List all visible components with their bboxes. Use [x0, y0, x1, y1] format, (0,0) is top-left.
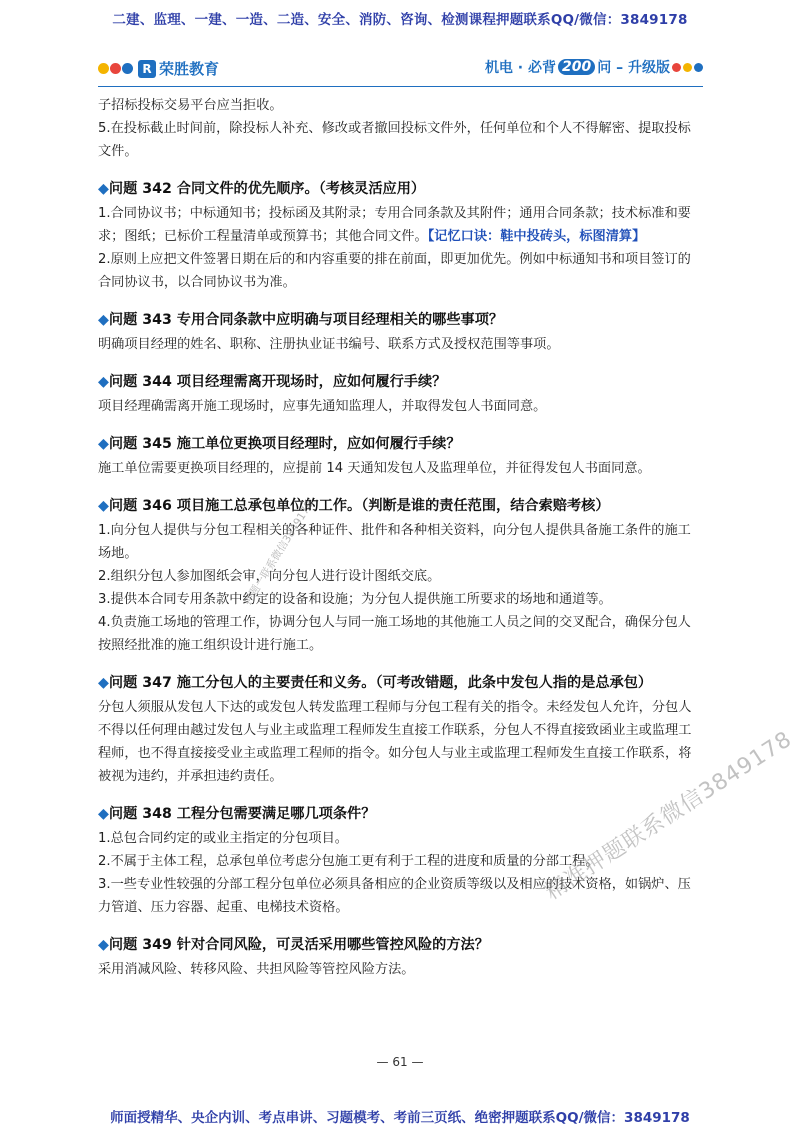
page-number: — 61 —	[376, 1055, 424, 1069]
answer-344-para-1: 项目经理确需离开施工现场时，应事先通知监理人，并取得发包人书面同意。	[98, 399, 547, 414]
answer-347-para-1: 分包人须服从发包人下达的或发包人转发监理工程师与分包工程有关的指令。未经发包人允许，分包人不得以任何理由越过发包人与业主或监理工程师发生直接工作联系，分包人不得直接致函业主或监理工程师，也不得直接接受业主或监理工程师的指令。如分包人与业主或监理工程师发生直接工作联系，将被视为违约，并承担违约责任。	[98, 700, 692, 784]
logo-dot-icon	[110, 63, 121, 74]
header-dot-icon	[672, 63, 681, 72]
logo-dot-icon	[98, 63, 109, 74]
diamond-bullet-icon: ◆	[98, 498, 109, 514]
mnemonic: 【记忆口诀：鞋中投砖头，标图清算】	[427, 229, 646, 244]
question-345-title: ◆问题 345 施工单位更换项目经理时，应如何履行手续？	[98, 436, 461, 452]
page-header	[98, 52, 703, 87]
diamond-bullet-icon: ◆	[98, 374, 109, 390]
question-346-title: ◆问题 346 项目施工总承包单位的工作。（判断是谁的责任范围，结合索赔考核）	[98, 498, 610, 514]
diamond-bullet-icon: ◆	[98, 937, 109, 953]
book-title-suffix: 问 – 升级版	[597, 60, 670, 76]
logo-mark-icon: R	[138, 60, 156, 78]
question-344-title: ◆问题 344 项目经理需离开现场时，应如何履行手续？	[98, 374, 447, 390]
answer-348-para-2: 2.不属于主体工程，总承包单位考虑分包施工更有利于工程的进度和质量的分部工程。	[98, 854, 599, 869]
intro-line-2: 5.在投标截止时间前，除投标人补充、修改或者撤回投标文件外，任何单位和个人不得解密、提取投标文件。	[98, 121, 691, 159]
answer-346-para-4: 4.负责施工场地的管理工作，协调分包人与同一施工场地的其他施工人员之间的交叉配合，确保分包人按照经批准的施工组织设计进行施工。	[98, 615, 691, 653]
logo-dot-icon	[122, 63, 133, 74]
watermark-small: 押题一联系微信3849178	[241, 499, 316, 608]
watermark-large: 精准押题联系微信3849178	[540, 726, 797, 906]
diamond-bullet-icon: ◆	[98, 312, 109, 328]
answer-349-para-1: 采用消减风险、转移风险、共担风险等管控风险方法。	[98, 962, 415, 977]
brand-logo	[98, 58, 219, 79]
bottom-banner: 师面授精华、央企内训、考点串讲、习题模考、考前三页纸、绝密押题联系QQ/微信：3849178	[110, 1110, 690, 1126]
answer-346-para-3: 3.提供本合同专用条款中约定的设备和设施；为分包人提供施工所要求的场地和通道等。	[98, 592, 612, 607]
book-title-number: 200	[558, 59, 595, 75]
question-342-title: ◆问题 342 合同文件的优先顺序。（考核灵活应用）	[98, 181, 426, 197]
question-343-title: ◆问题 343 专用合同条款中应明确与项目经理相关的哪些事项？	[98, 312, 504, 328]
diamond-bullet-icon: ◆	[98, 675, 109, 691]
answer-346-para-1: 1.向分包人提供与分包工程相关的各种证件、批件和各种相关资料，向分包人提供具备施工条件的施工场地。	[98, 523, 691, 561]
diamond-bullet-icon: ◆	[98, 436, 109, 452]
answer-345-para-1: 施工单位需要更换项目经理的，应提前 14 天通知发包人及监理单位，并征得发包人书面同意。	[98, 461, 651, 476]
question-349-title: ◆问题 349 针对合同风险，可灵活采用哪些管控风险的方法？	[98, 937, 489, 953]
header-dot-icon	[683, 63, 692, 72]
intro-line-1: 子招标投标交易平台应当拒收。	[98, 98, 283, 113]
header-dot-icon	[694, 63, 703, 72]
top-banner: 二建、监理、一建、一造、二造、安全、消防、咨询、检测课程押题联系QQ/微信：3849178	[112, 12, 688, 28]
book-title	[485, 57, 703, 77]
question-348-title: ◆问题 348 工程分包需要满足哪几项条件？	[98, 806, 376, 822]
answer-342-para-1: 1.合同协议书；中标通知书；投标函及其附录；专用合同条款及其附件；通用合同条款；技术标准和要求；图纸；已标价工程量清单或预算书；其他合同文件。【记忆口诀：鞋中投砖头，标图清算】	[98, 206, 691, 244]
question-347-title: ◆问题 347 施工分包人的主要责任和义务。（可考改错题，此条中发包人指的是总承包）	[98, 675, 653, 691]
book-title-prefix: 机电 · 必背	[484, 60, 557, 76]
diamond-bullet-icon: ◆	[98, 181, 109, 197]
logo-text: 荣胜教育	[159, 60, 220, 78]
answer-348-para-1: 1.总包合同约定的或业主指定的分包项目。	[98, 831, 348, 846]
answer-348-para-3: 3.一些专业性较强的分部工程分包单位必须具备相应的企业资质等级以及相应的技术资格，如锅炉、压力管道、压力容器、起重、电梯技术资格。	[98, 877, 691, 915]
answer-346-para-2: 2.组织分包人参加图纸会审，向分包人进行设计图纸交底。	[98, 569, 441, 584]
answer-342-para-2: 2.原则上应把文件签署日期在后的和内容重要的排在前面，即更加优先。例如中标通知书和项目签订的合同协议书，以合同协议书为准。	[98, 252, 691, 290]
diamond-bullet-icon: ◆	[98, 806, 109, 822]
answer-343-para-1: 明确项目经理的姓名、职称、注册执业证书编号、联系方式及授权范围等事项。	[98, 337, 560, 352]
